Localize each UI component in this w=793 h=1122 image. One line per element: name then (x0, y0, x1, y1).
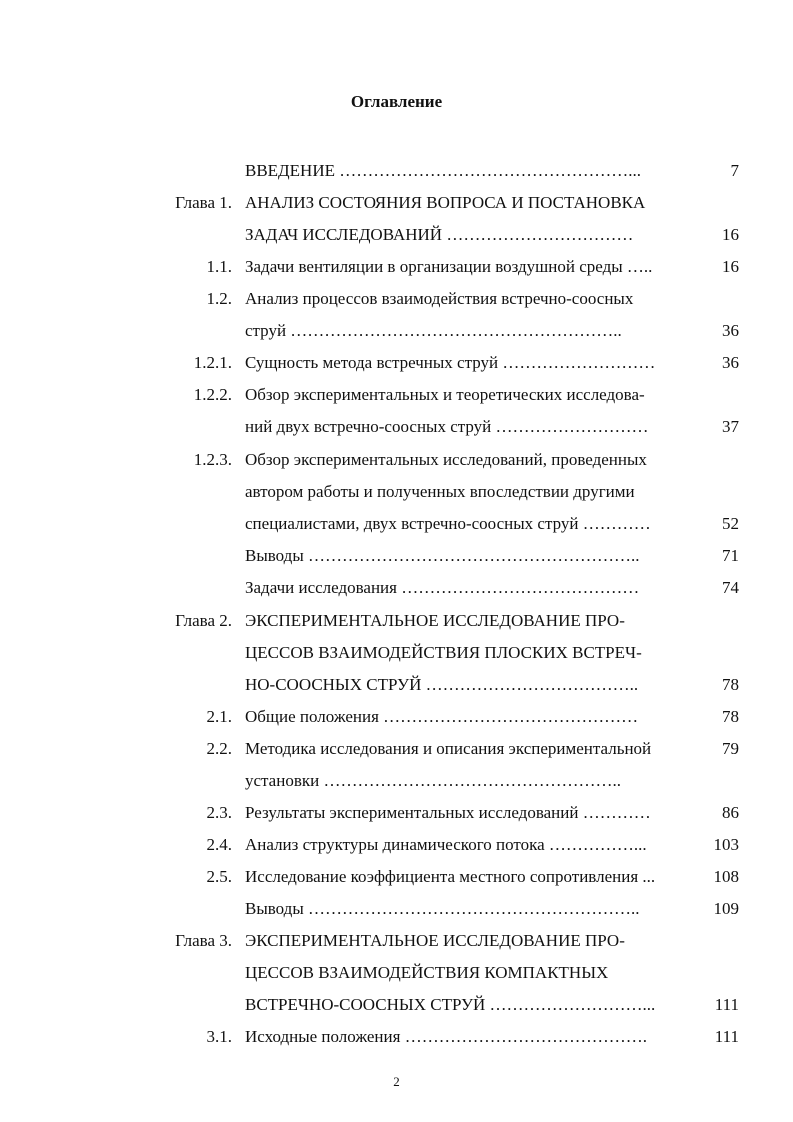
toc-entry (0, 737, 793, 761)
toc-entry-continuation (0, 961, 793, 985)
toc-entry-number: 2.5. (206, 867, 232, 886)
toc-entry-text: Задачи вентиляции в организации воздушной среды ….. (245, 257, 653, 276)
toc-entry-continuation (0, 769, 793, 793)
toc-entry (0, 255, 793, 279)
toc-entry-number: 1.2.3. (193, 450, 232, 469)
toc-entry-number: 2.3. (206, 803, 232, 822)
toc-entry-text: ЗАДАЧ ИССЛЕДОВАНИЙ …………………………… (245, 225, 634, 244)
toc-entry-number: 2.2. (206, 739, 232, 758)
toc-entry-page: 36 (722, 353, 739, 372)
toc-entry-number: 1.2. (206, 289, 232, 308)
toc-entry-continuation (0, 673, 793, 697)
toc-entry-page: 111 (714, 995, 739, 1014)
toc-entry-text: Анализ структуры динамического потока ……………... (245, 835, 647, 854)
toc-entry-continuation (0, 319, 793, 343)
toc-entry-page: 78 (722, 675, 739, 694)
toc-entry-text: Методика исследования и описания экспериментальной (245, 739, 652, 758)
toc-entry-page: 36 (722, 321, 739, 340)
toc-entry-page: 52 (722, 514, 739, 533)
toc-entry-text: Исследование коэффициента местного сопротивления ... (245, 867, 656, 886)
toc-entry-text: Обзор экспериментальных и теоретических исследова- (245, 385, 645, 404)
toc-entry-number: Глава 3. (175, 931, 232, 950)
toc-entry (0, 929, 793, 953)
page-title: Оглавление (350, 92, 443, 111)
toc-entry-text: струй ………………………………………………….. (245, 321, 622, 340)
toc-entry-continuation (0, 641, 793, 665)
toc-entry (0, 159, 793, 183)
toc-entry (0, 833, 793, 857)
toc-entry-number: 2.1. (206, 707, 232, 726)
toc-entry (0, 544, 793, 568)
toc-entry-text: ВВЕДЕНИЕ ……………………………………………... (245, 161, 641, 180)
page-number: 2 (393, 1074, 400, 1089)
toc-entry-text: ЦЕССОВ ВЗАИМОДЕЙСТВИЯ ПЛОСКИХ ВСТРЕЧ- (245, 643, 642, 662)
toc-entry (0, 383, 793, 407)
toc-entry-continuation (0, 480, 793, 504)
toc-entry-continuation (0, 993, 793, 1017)
toc-entry-text: Обзор экспериментальных исследований, проведенных (245, 450, 647, 469)
toc-entry-text: ЦЕССОВ ВЗАИМОДЕЙСТВИЯ КОМПАКТНЫХ (245, 963, 609, 982)
toc-entry-text: Задачи исследования …………………………………… (245, 578, 640, 597)
toc-entry-page: 79 (722, 739, 739, 758)
toc-entry-text: Анализ процессов взаимодействия встречно-соосных (245, 289, 634, 308)
toc-entry (0, 191, 793, 215)
toc-entry-page: 109 (713, 899, 739, 918)
toc-entry-text: Исходные положения ……………………………………. (245, 1027, 647, 1046)
toc-entry-page: 86 (722, 803, 739, 822)
toc-entry-number: 1.2.1. (193, 353, 232, 372)
toc-entry-text: ВСТРЕЧНО-СООСНЫХ СТРУЙ ………………………... (245, 995, 656, 1014)
toc-entry (0, 576, 793, 600)
toc-entry-text: Выводы ………………………………………………….. (245, 546, 640, 565)
toc-entry-text: ний двух встречно-соосных струй ……………………… (245, 417, 649, 436)
toc-entry-text: Выводы ………………………………………………….. (245, 899, 640, 918)
toc-entry-number: 2.4. (206, 835, 232, 854)
toc-entry-number: 1.2.2. (193, 385, 232, 404)
toc-entry-text: установки …………………………………………….. (245, 771, 621, 790)
toc-entry (0, 897, 793, 921)
toc-entry-page: 108 (713, 867, 739, 886)
toc-entry (0, 448, 793, 472)
toc-entry-text: специалистами, двух встречно-соосных струй ………… (245, 514, 651, 533)
toc-entry (0, 1025, 793, 1049)
toc-entry-page: 74 (722, 578, 739, 597)
toc-entry (0, 609, 793, 633)
toc-entry-page: 103 (713, 835, 739, 854)
toc-entry-page: 16 (722, 257, 739, 276)
toc-entry-text: ЭКСПЕРИМЕНТАЛЬНОЕ ИССЛЕДОВАНИЕ ПРО- (245, 611, 625, 630)
toc-entry (0, 705, 793, 729)
toc-entry-number: Глава 1. (175, 193, 232, 212)
toc-entry-text: Общие положения ……………………………………… (245, 707, 639, 726)
toc-entry-page: 16 (722, 225, 739, 244)
toc-entry-continuation (0, 512, 793, 536)
toc-entry (0, 287, 793, 311)
toc-entry-number: 1.1. (206, 257, 232, 276)
toc-entry-continuation (0, 223, 793, 247)
toc-entry-text: Сущность метода встречных струй ……………………… (245, 353, 656, 372)
toc-entry-page: 37 (722, 417, 739, 436)
toc-entry (0, 801, 793, 825)
toc-entry-page: 78 (722, 707, 739, 726)
toc-entry (0, 351, 793, 375)
toc-entry-text: ЭКСПЕРИМЕНТАЛЬНОЕ ИССЛЕДОВАНИЕ ПРО- (245, 931, 625, 950)
toc-entry-page: 111 (714, 1027, 739, 1046)
toc-entry (0, 865, 793, 889)
toc-entry-text: НО-СООСНЫХ СТРУЙ ……………………………….. (245, 675, 639, 694)
toc-entry-text: Результаты экспериментальных исследований ………… (245, 803, 651, 822)
toc-entry-text: автором работы и полученных впоследствии другими (245, 482, 635, 501)
toc-entry-text: АНАЛИЗ СОСТОЯНИЯ ВОПРОСА И ПОСТАНОВКА (245, 193, 646, 212)
toc-entry-number: Глава 2. (175, 611, 232, 630)
toc-entry-number: 3.1. (206, 1027, 232, 1046)
toc-entry-page: 7 (730, 161, 739, 180)
toc-entry-continuation (0, 415, 793, 439)
toc-entry-page: 71 (722, 546, 739, 565)
